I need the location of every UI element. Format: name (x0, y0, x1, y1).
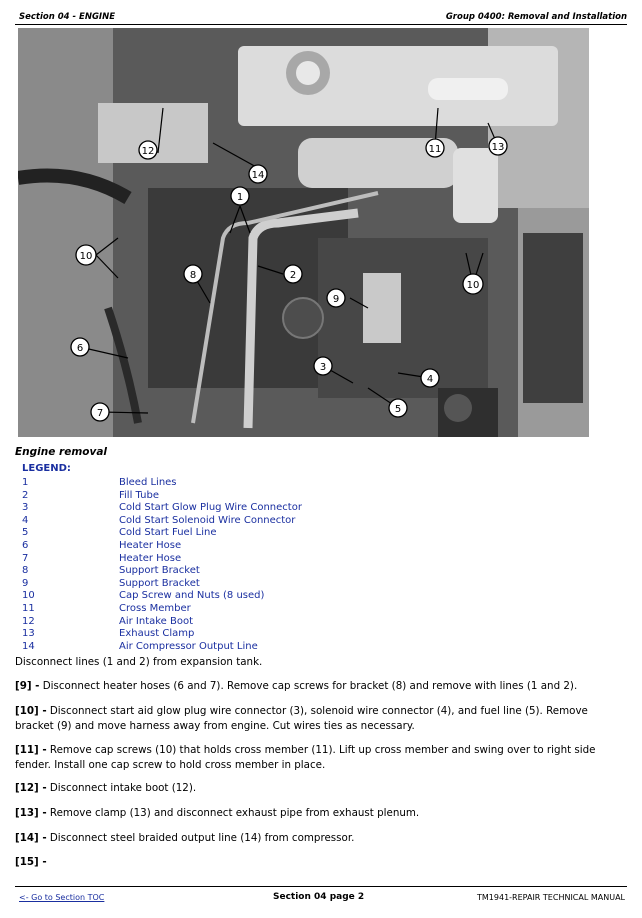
legend-number: 5 (22, 527, 29, 539)
svg-text:2: 2 (289, 270, 297, 281)
step-14 (15, 831, 627, 846)
callout-7 (91, 403, 109, 421)
callout-13 (489, 137, 507, 155)
manual-title: TM1941-REPAIR TECHNICAL MANUAL (477, 893, 625, 902)
legend-label: Cold Start Solenoid Wire Connector (119, 514, 296, 526)
legend-number: 12 (22, 615, 35, 627)
page-header (15, 9, 627, 25)
step-text: Disconnect intake boot (12). (46, 782, 197, 794)
legend-number: 3 (22, 502, 29, 514)
svg-text:1: 1 (236, 192, 244, 203)
legend-item (22, 527, 422, 540)
legend-item (22, 628, 422, 641)
callout-overlay (18, 28, 589, 437)
callout-12 (139, 141, 157, 159)
legend-number: 14 (22, 640, 35, 652)
legend-number: 13 (22, 628, 35, 640)
callout-1 (231, 187, 249, 205)
callout-3 (314, 357, 332, 375)
legend-item (22, 565, 422, 578)
svg-text:11: 11 (428, 144, 442, 155)
svg-text:8: 8 (189, 270, 197, 281)
step-number: [9] - (15, 680, 40, 692)
section-title: Section 04 - ENGINE (19, 12, 116, 22)
legend-label: Air Compressor Output Line (119, 640, 258, 652)
legend-number: 4 (22, 514, 29, 526)
page-number: Section 04 page 2 (273, 892, 365, 902)
legend-number: 7 (22, 552, 29, 564)
footer-rule (15, 886, 627, 887)
step-9 (15, 679, 627, 694)
legend-label: Cold Start Fuel Line (119, 527, 217, 539)
header-rule (15, 24, 627, 25)
legend-label: Cross Member (119, 602, 191, 614)
svg-text:12: 12 (141, 146, 155, 157)
callout-5 (389, 399, 407, 417)
step-12 (15, 781, 627, 796)
group-title: Group 0400: Removal and Installation (445, 12, 627, 22)
legend-number: 8 (22, 565, 29, 577)
callout-4 (421, 369, 439, 387)
step-intro: Disconnect lines (1 and 2) from expansion tank. (15, 656, 263, 668)
step-number: [12] - (15, 782, 47, 794)
legend-number: 1 (22, 477, 29, 488)
step-number: [11] - (15, 744, 47, 756)
svg-text:3: 3 (319, 362, 327, 373)
step-number: [13] - (15, 807, 47, 819)
callout-10-right (463, 274, 483, 294)
legend-label: Support Bracket (119, 565, 200, 577)
legend-label: Cold Start Glow Plug Wire Connector (119, 502, 302, 514)
callout-11 (426, 139, 444, 157)
legend-item (22, 540, 422, 553)
svg-text:14: 14 (251, 170, 265, 181)
callout-14 (249, 165, 267, 183)
legend-number: 2 (22, 489, 29, 501)
legend-number: 10 (22, 590, 35, 602)
svg-text:5: 5 (394, 404, 402, 415)
legend-item (22, 502, 422, 515)
step-13 (15, 806, 627, 821)
legend-title: LEGEND: (22, 463, 71, 474)
step-text: Disconnect start aid glow plug wire connector (3), solenoid wire connector (4), and fuel line (5). Remove bracket (9) and move harness away from engine. Cut wires ties as necessary. (15, 705, 588, 732)
legend-item (22, 641, 422, 654)
callout-6 (71, 338, 89, 356)
callout-10-left (76, 245, 96, 265)
legend-item (22, 477, 422, 490)
legend-label: Bleed Lines (119, 477, 177, 488)
legend-number: 6 (22, 539, 29, 551)
step-15 (15, 855, 627, 870)
legend-number: 9 (22, 577, 29, 589)
legend-list (22, 477, 422, 653)
svg-text:4: 4 (426, 374, 434, 385)
step-number: [14] - (15, 832, 47, 844)
legend-label: Cap Screw and Nuts (8 used) (119, 590, 265, 602)
step-10 (15, 704, 627, 734)
callout-9 (327, 289, 345, 307)
svg-text:10: 10 (466, 280, 480, 291)
legend-label: Support Bracket (119, 577, 200, 589)
step-text: Disconnect heater hoses (6 and 7). Remove cap screws for bracket (8) and remove with lines (1 and 2). (39, 680, 578, 692)
legend-item (22, 578, 422, 591)
legend-label: Exhaust Clamp (119, 628, 195, 640)
step-text: Disconnect steel braided output line (14) from compressor. (46, 832, 355, 844)
legend-label: Heater Hose (119, 552, 182, 564)
svg-text:9: 9 (332, 294, 340, 305)
legend-label: Heater Hose (119, 539, 182, 551)
step-text: Remove cap screws (10) that holds cross member (11). Lift up cross member and swing over to right side fender. Install one cap screw to hold cross member in place. (15, 744, 596, 771)
step-number: [10] - (15, 705, 47, 717)
engine-photo (18, 28, 589, 437)
legend-label: Fill Tube (119, 489, 159, 501)
legend-item (22, 590, 422, 603)
callout-2 (284, 265, 302, 283)
legend-label: Air Intake Boot (119, 615, 194, 627)
section-toc-link[interactable]: <- Go to Section TOC (19, 893, 105, 902)
legend-item (22, 515, 422, 528)
legend-item (22, 553, 422, 566)
svg-text:6: 6 (76, 343, 84, 354)
svg-text:7: 7 (96, 408, 104, 419)
step-text: Remove clamp (13) and disconnect exhaust pipe from exhaust plenum. (46, 807, 420, 819)
legend-item (22, 603, 422, 616)
figure-caption: Engine removal (15, 446, 107, 458)
step-number: [15] - (15, 856, 47, 868)
svg-text:10: 10 (79, 251, 93, 262)
legend-number: 11 (22, 602, 35, 614)
legend-item (22, 616, 422, 629)
svg-text:13: 13 (491, 142, 505, 153)
step-11 (15, 743, 627, 773)
callout-8 (184, 265, 202, 283)
legend-item (22, 490, 422, 503)
